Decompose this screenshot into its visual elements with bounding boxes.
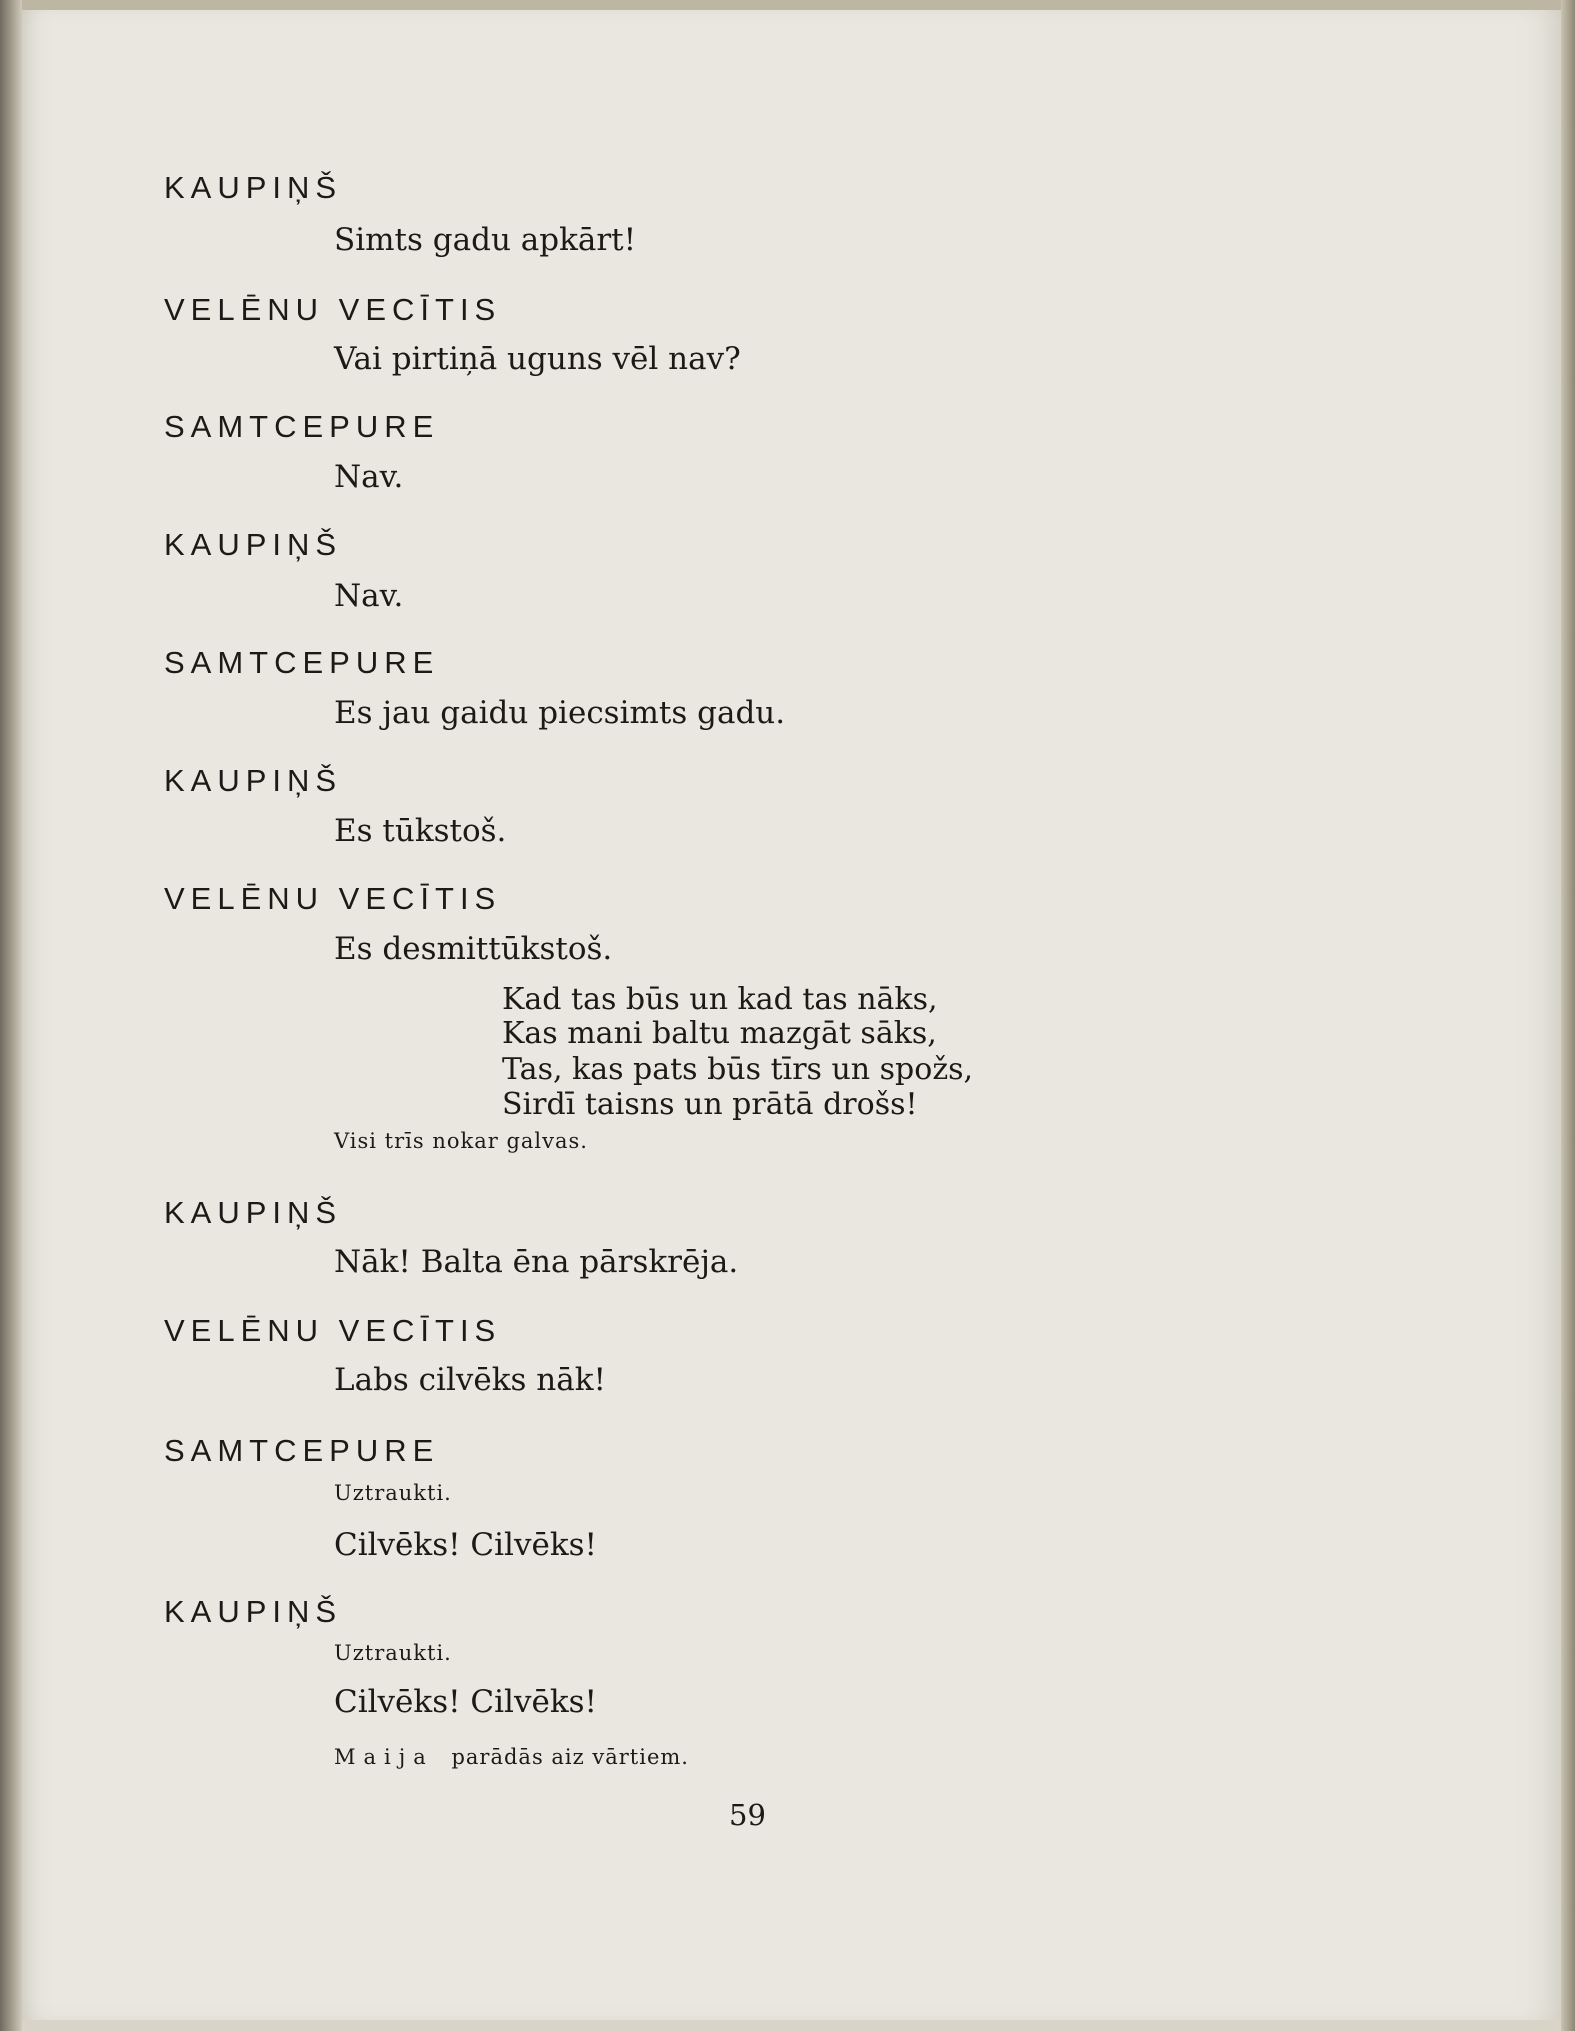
dialogue-line: Simts gadu apkārt! xyxy=(334,222,637,258)
dialogue-line: Labs cilvēks nāk! xyxy=(334,1362,606,1398)
verse-line: Kad tas būs un kad tas nāks, xyxy=(502,982,938,1017)
speaker-kaupins: KAUPIŅŠ xyxy=(164,1594,343,1629)
stage-direction: Uztraukti. xyxy=(334,1641,452,1665)
speaker-samtcepure: SAMTCEPURE xyxy=(164,645,440,680)
speaker-velenu-vecitis: VELĒNU VECĪTIS xyxy=(164,1313,502,1348)
page-top-edge xyxy=(0,0,1575,10)
dialogue-line: Nav. xyxy=(334,459,404,495)
stage-direction-text: parādās aiz vārtiem. xyxy=(451,1745,689,1769)
speaker-kaupins: KAUPIŅŠ xyxy=(164,527,343,562)
dialogue-line: Es jau gaidu piecsimts gadu. xyxy=(334,695,786,731)
page-number: 59 xyxy=(729,1798,766,1832)
speaker-samtcepure: SAMTCEPURE xyxy=(164,1433,440,1468)
dialogue-line: Vai pirtiņā uguns vēl nav? xyxy=(334,341,741,377)
verse-line: Tas, kas pats būs tīrs un spožs, xyxy=(502,1052,974,1087)
verse-line: Sirdī taisns un prātā drošs! xyxy=(502,1087,918,1122)
stage-direction: Visi trīs nokar galvas. xyxy=(334,1129,588,1153)
speaker-velenu-vecitis: VELĒNU VECĪTIS xyxy=(164,292,502,327)
speaker-kaupins: KAUPIŅŠ xyxy=(164,763,343,798)
dialogue-line: Cilvēks! Cilvēks! xyxy=(334,1684,597,1720)
dialogue-line: Es desmittūkstoš. xyxy=(334,931,613,967)
dialogue-line: Nav. xyxy=(334,578,404,614)
verse-line: Kas mani baltu mazgāt sāks, xyxy=(502,1016,937,1051)
page-right-edge xyxy=(1561,0,1575,2031)
dialogue-line: Es tūkstoš. xyxy=(334,813,507,849)
stage-direction: Uztraukti. xyxy=(334,1481,452,1505)
stage-direction xyxy=(334,1745,689,1769)
dialogue-line: Cilvēks! Cilvēks! xyxy=(334,1527,597,1563)
speaker-kaupins: KAUPIŅŠ xyxy=(164,1195,343,1230)
book-spine-edge xyxy=(0,0,22,2031)
dialogue-line: Nāk! Balta ēna pārskrēja. xyxy=(334,1244,739,1280)
character-name-maija: Maija xyxy=(334,1745,434,1769)
speaker-velenu-vecitis: VELĒNU VECĪTIS xyxy=(164,881,502,916)
speaker-kaupins: KAUPIŅŠ xyxy=(164,170,343,205)
speaker-samtcepure: SAMTCEPURE xyxy=(164,409,440,444)
